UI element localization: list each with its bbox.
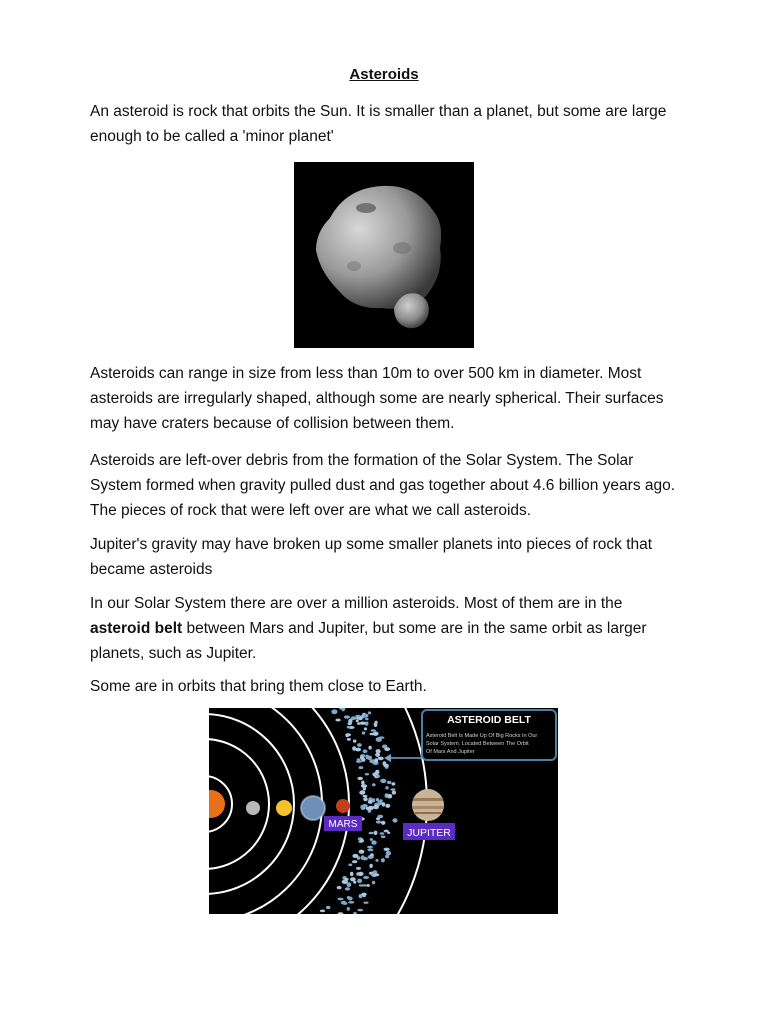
belt-asteroid-dot <box>320 910 325 913</box>
belt-asteroid-dot <box>366 884 370 887</box>
belt-asteroid-dot <box>352 860 358 863</box>
jupiter-planet <box>412 789 444 821</box>
belt-asteroid-dot <box>383 761 387 765</box>
belt-asteroid-dot <box>368 800 373 804</box>
belt-asteroid-dot <box>358 872 364 876</box>
belt-asteroid-dot <box>366 807 372 811</box>
belt-asteroid-dot <box>350 872 354 876</box>
belt-asteroid-dot <box>376 775 380 778</box>
belt-asteroid-dot <box>348 722 352 725</box>
belt-asteroid-dot <box>363 876 369 879</box>
belt-asteroid-dot <box>363 797 368 801</box>
formation-paragraph: Asteroids are left-over debris from the formation of the Solar System. The Solar System formed when gravity pulled dust and gas together about 4.6 billion years ago. The pieces of rock that were left over are what we call asteroids. <box>90 452 676 519</box>
belt-asteroid-dot <box>357 758 361 761</box>
belt-asteroid-dot <box>360 805 364 809</box>
belt-asteroid-dot <box>371 840 376 844</box>
belt-asteroid-dot <box>364 727 367 730</box>
belt-asteroid-dot <box>392 782 396 785</box>
belt-asteroid-dot <box>360 722 366 725</box>
belt-asteroid-dot <box>347 882 352 887</box>
belt-asteroid-dot <box>372 881 375 885</box>
belt-asteroid-dot <box>345 887 350 890</box>
belt-text-before: In our Solar System there are over a million asteroids. Most of them are in the <box>90 595 623 612</box>
belt-asteroid-dot <box>347 726 351 729</box>
belt-asteroid-dot <box>348 901 354 904</box>
belt-asteroid-dot <box>374 723 378 728</box>
belt-asteroid-dot <box>357 909 363 912</box>
belt-asteroid-dot <box>369 832 374 835</box>
info-box-title: ASTEROID BELT <box>447 714 531 726</box>
belt-asteroid-dot <box>380 779 386 783</box>
belt-asteroid-dot <box>368 746 371 750</box>
belt-asteroid-dot <box>381 821 385 825</box>
asteroid-photo <box>294 162 474 348</box>
belt-asteroid-dot <box>380 832 385 835</box>
belt-asteroid-dot <box>356 720 359 723</box>
belt-asteroid-dot <box>359 850 365 854</box>
belt-asteroid-dot <box>368 711 371 714</box>
belt-asteroid-dot <box>376 820 382 823</box>
belt-asteroid-dot <box>361 784 367 787</box>
belt-asteroid-dot <box>352 746 356 750</box>
belt-asteroid-dot <box>326 906 331 909</box>
belt-asteroid-dot <box>367 849 373 852</box>
size-paragraph: Asteroids can range in size from less than 10m to over 500 km in diameter. Most asteroids are irregularly shaped, although some are nearly spherical. Their surfaces may have craters because of collision between them. <box>90 365 664 432</box>
belt-asteroid-dot <box>376 738 382 742</box>
belt-asteroid-dot <box>348 864 352 867</box>
belt-asteroid-dot <box>353 912 357 914</box>
belt-asteroid-dot <box>359 790 365 795</box>
belt-asteroid-dot <box>373 805 379 809</box>
intro-paragraph: An asteroid is rock that orbits the Sun. It is smaller than a planet, but some are large enough to be called a 'minor planet' <box>90 103 667 145</box>
belt-asteroid-dot <box>375 859 378 862</box>
belt-asteroid-dot <box>356 867 361 870</box>
asteroid-belt-dots <box>320 708 398 914</box>
belt-asteroid-dot <box>378 757 384 761</box>
belt-asteroid-dot <box>384 747 390 751</box>
belt-asteroid-dot <box>382 802 386 807</box>
belt-asteroid-dot <box>392 791 396 795</box>
belt-asteroid-dot <box>369 864 372 868</box>
belt-asteroid-dot <box>337 898 343 901</box>
sun <box>209 790 225 818</box>
page-title: Asteroids <box>349 66 419 83</box>
belt-asteroid-dot <box>357 879 362 884</box>
info-box-text-3: Of Mars And Jupiter <box>426 749 475 755</box>
belt-asteroid-dot <box>355 715 360 718</box>
belt-asteroid-dot <box>375 770 379 774</box>
belt-asteroid-dot <box>347 738 351 741</box>
belt-asteroid-dot <box>374 758 378 762</box>
belt-asteroid-dot <box>362 731 365 734</box>
belt-asteroid-dot <box>353 740 357 743</box>
belt-asteroid-dot <box>385 804 390 808</box>
belt-asteroid-dot <box>357 777 363 780</box>
belt-asteroid-dot <box>386 851 391 856</box>
belt-asteroid-dot <box>384 848 390 851</box>
belt-asteroid-dot <box>359 766 364 769</box>
jupiter-label: JUPITER <box>407 827 451 839</box>
belt-paragraph <box>90 591 680 666</box>
belt-asteroid-dot <box>335 719 340 722</box>
asteroid-belt-term: asteroid belt <box>90 620 183 637</box>
belt-asteroid-dot <box>362 857 368 861</box>
belt-asteroid-dot <box>360 839 364 842</box>
belt-asteroid-dot <box>387 781 392 784</box>
belt-asteroid-dot <box>370 733 375 736</box>
belt-asteroid-dot <box>359 884 365 886</box>
belt-asteroid-dot <box>362 894 366 897</box>
belt-asteroid-dot <box>345 733 351 736</box>
belt-asteroid-dot <box>381 858 385 862</box>
belt-asteroid-dot <box>367 756 372 760</box>
belt-text-after: between Mars and Jupiter, but some are in the same orbit as larger planets, such as Jupiter. <box>90 620 647 662</box>
belt-asteroid-dot <box>371 729 376 732</box>
belt-asteroid-dot <box>387 832 390 834</box>
belt-asteroid-dot <box>337 886 342 889</box>
belt-asteroid-dot <box>373 870 378 874</box>
belt-asteroid-dot <box>352 854 358 858</box>
venus <box>276 800 292 816</box>
belt-asteroid-dot <box>338 912 344 914</box>
solar-system-diagram <box>209 708 558 914</box>
belt-asteroid-dot <box>377 815 383 819</box>
mars-label: MARS <box>328 819 358 830</box>
belt-asteroid-dot <box>344 878 348 881</box>
belt-asteroid-dot <box>360 756 364 760</box>
belt-asteroid-dot <box>361 780 365 785</box>
belt-asteroid-dot <box>331 709 337 714</box>
mercury <box>246 801 260 815</box>
belt-asteroid-dot <box>365 773 369 775</box>
belt-asteroid-dot <box>348 897 353 901</box>
belt-asteroid-dot <box>372 783 376 786</box>
belt-asteroid-dot <box>375 753 380 757</box>
belt-asteroid-dot <box>341 901 347 905</box>
belt-asteroid-dot <box>381 836 386 839</box>
belt-asteroid-dot <box>351 716 357 720</box>
belt-asteroid-dot <box>363 902 368 904</box>
belt-asteroid-dot <box>357 743 362 747</box>
belt-asteroid-dot <box>350 877 356 881</box>
belt-asteroid-dot <box>370 838 373 841</box>
jupiter-gravity-paragraph: Jupiter's gravity may have broken up some smaller planets into pieces of rock that became asteroids <box>90 536 653 578</box>
belt-asteroid-dot <box>374 831 378 835</box>
belt-asteroid-dot <box>365 718 369 720</box>
info-box-text-2: Solar System. Located Between The Orbit <box>426 741 529 747</box>
belt-asteroid-dot <box>387 794 392 799</box>
belt-asteroid-dot <box>385 786 388 789</box>
mars-planet <box>336 799 350 813</box>
near-earth-paragraph: Some are in orbits that bring them close to Earth. <box>90 678 427 695</box>
info-box-text-1: Asteroid Belt Is Made Up Of Big Rocks In Our <box>426 733 538 739</box>
belt-asteroid-dot <box>368 856 373 859</box>
belt-asteroid-dot <box>344 715 350 718</box>
belt-asteroid-dot <box>390 788 395 791</box>
belt-asteroid-dot <box>392 818 397 822</box>
belt-asteroid-dot <box>367 846 373 849</box>
belt-asteroid-dot <box>363 749 368 753</box>
belt-asteroid-dot <box>347 907 350 911</box>
belt-asteroid-dot <box>363 714 368 718</box>
belt-asteroid-dot <box>363 795 368 797</box>
